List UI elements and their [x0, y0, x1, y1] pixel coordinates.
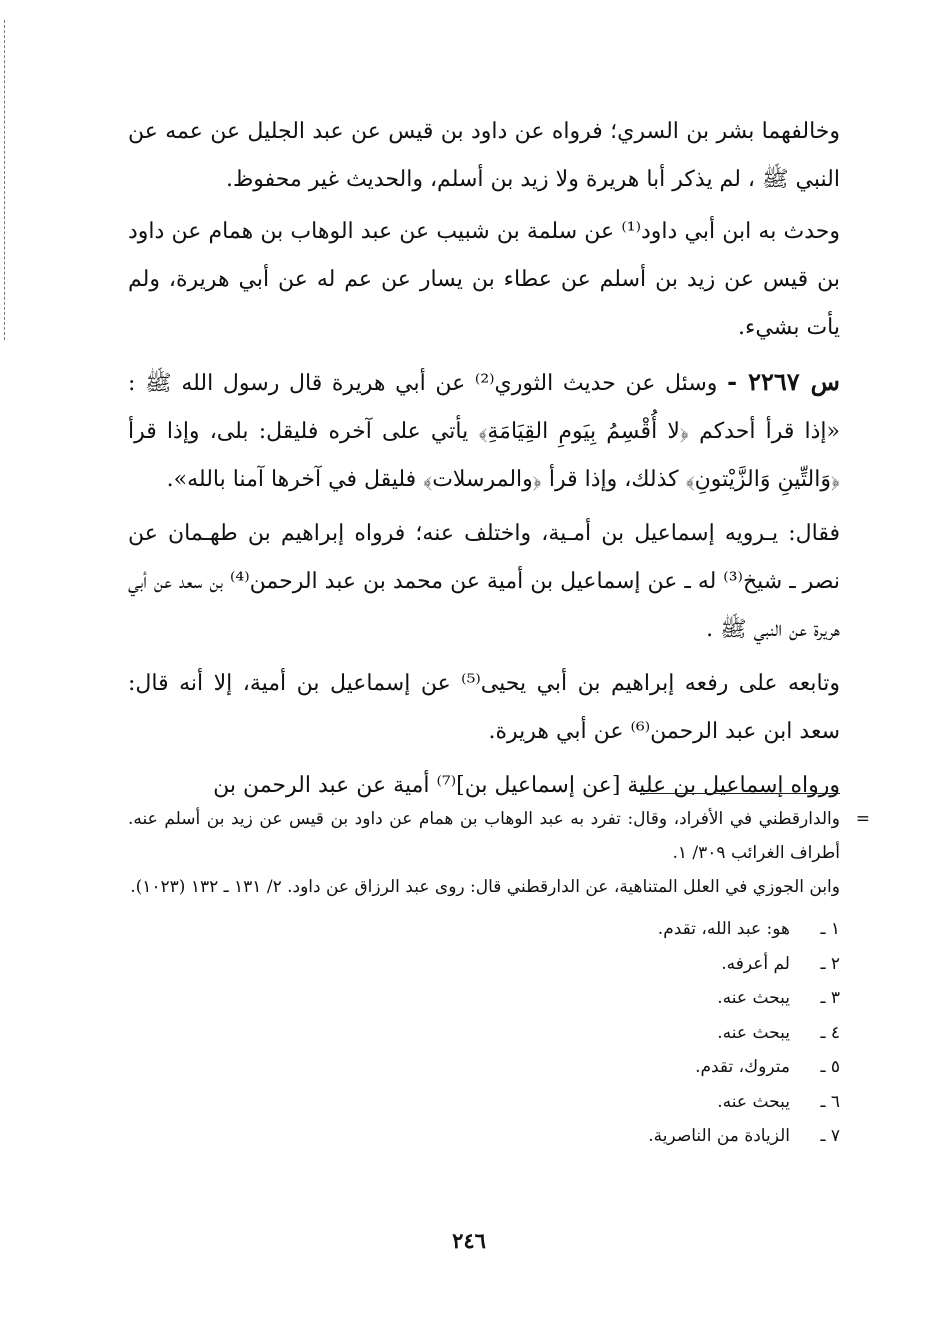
scan-edge-mark [4, 20, 7, 340]
footnote-number: ١ ـ [820, 919, 840, 939]
continued-note-1-text: والدارقطني في الأفراد، وقال: تفرد به عبد الوهاب بن همام عن داود بن قيس عن زيد بن أسلم عنه. أطراف الغرائب ٣٠٩/ ١. [128, 809, 840, 863]
footnote-text: الزيادة من الناصرية. [648, 1126, 790, 1146]
footnote-text: لم أعرفه. [721, 953, 790, 974]
footnote-text: متروك، تقدم. [695, 1057, 790, 1077]
footnote-text: هو: عبد الله، تقدم. [657, 919, 790, 939]
question-text: وسئل عن حديث الثوري⁽²⁾ عن أبي هريرة قال رسول الله ﷺ : «إذا قرأ أحدكم ﴿لا أُقْسِمُ بِيَومِ القِيَامَةِ﴾ يأتي على آخره فليقل: بلى، وإذا قرأ ﴿وَالتِّينِ وَالزَّيْتونِ﴾ كذلك، وإذا قرأ ﴿والمرسلات﴾ فليقل في آخرها آمنا بالله». [128, 371, 840, 492]
footnote-list [128, 912, 840, 1154]
footnote-separator [640, 793, 840, 794]
footnote-item [128, 912, 840, 947]
footnote-text: يبحث عنه. [717, 1022, 790, 1043]
footnote-text: يبحث عنه. [717, 988, 790, 1008]
footnote-number: ٣ ـ [820, 988, 840, 1008]
footnote-number: ٤ ـ [820, 1022, 840, 1043]
footnote-item [128, 1016, 840, 1051]
footnote-number: ٢ ـ [820, 953, 840, 974]
paragraph-4: فقال: يـرويه إسماعيل بن أمـية، واختلف عنه؛ فرواه إبراهيم بن طهـمان عن نصر ـ شيخ⁽³⁾ له ـ عن إسماعيل بن أمية عن محمد بن عبد الرحمن⁽⁴⁾ بن سعد عن أبي هريرة عن النبي ﷺ . [127, 521, 840, 642]
footnote-number: ٦ ـ [820, 1091, 840, 1112]
paragraph-2: وحدث به ابن أبي داود⁽¹⁾ عن سلمة بن شبيب عن عبد الوهاب بن همام عن داود بن قيس عن زيد بن أسلم عن عطاء بن يسار عن عم له عن أبي هريرة، ولم يأت بشيء. [128, 219, 840, 340]
paragraph-1: وخالفهما بشر بن السري؛ فرواه عن داود بن قيس عن عبد الجليل عن عمه عن النبي ﷺ ، لم يذكر أبا هريرة ولا زيد بن أسلم، والحديث غير محفوظ. [128, 119, 840, 192]
footnote-number: ٥ ـ [820, 1057, 840, 1077]
question-paragraph [128, 358, 840, 504]
paragraph-6: ورواه إسماعيل بن علية [عن إسماعيل بن]⁽⁷⁾ أمية عن عبد الرحمن بن [213, 773, 840, 798]
main-text [128, 108, 840, 816]
question-number: س ٢٢٦٧ - [727, 367, 840, 396]
footnote-text: يبحث عنه. [717, 1091, 790, 1112]
footnote-item [128, 1050, 840, 1085]
continued-note-1 [128, 802, 870, 870]
continued-note-2: وابن الجوزي في العلل المتناهية، عن الدارقطني قال: روى عبد الرزاق عن داود. ٢/ ١٣١ ـ ١٣٢ (١٠٢٣). [130, 877, 840, 897]
paragraph-5: وتابعه على رفعه إبراهيم بن أبي يحيى⁽⁵⁾ عن إسماعيل بن أمية، إلا أنه قال: سعد ابن عبد الرحمن⁽⁶⁾ عن أبي هريرة. [128, 671, 840, 744]
footnote-item [128, 947, 840, 982]
footnote-item [128, 981, 840, 1016]
page-number: ٢٤٦ [452, 1228, 486, 1253]
continuation-mark: = [855, 809, 870, 829]
footnote-number: ٧ ـ [820, 1126, 840, 1146]
footnote-item [128, 1085, 840, 1120]
footnotes-block [128, 802, 870, 1154]
footnote-item [128, 1119, 840, 1154]
